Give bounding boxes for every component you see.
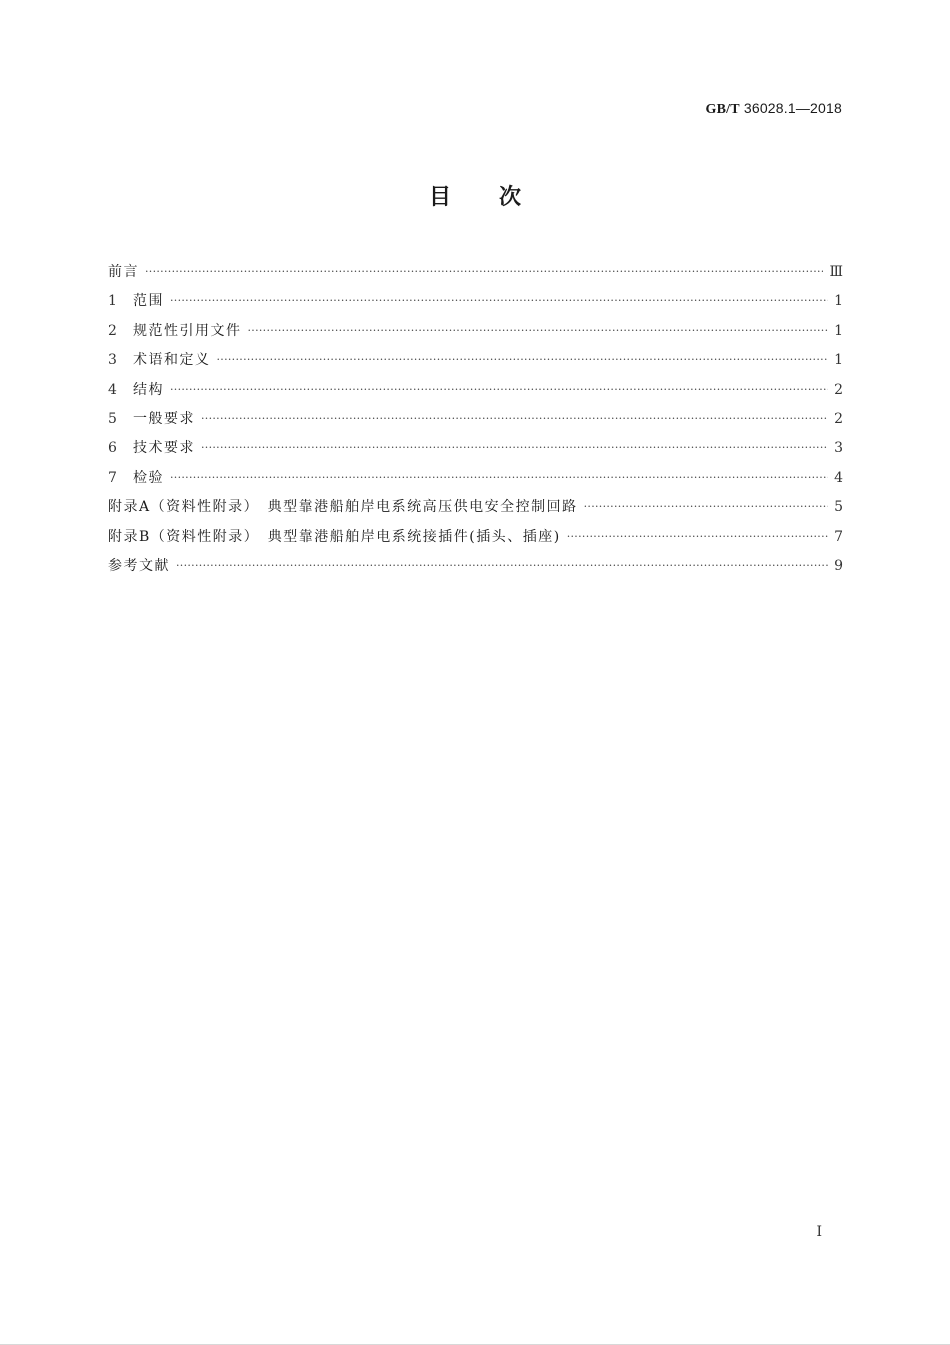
toc-leader-dots <box>176 551 828 580</box>
toc-entry-number: 3 <box>108 352 117 369</box>
toc-entry-page: 9 <box>834 557 843 574</box>
toc-entry-page: 4 <box>834 469 843 486</box>
toc-entry-number: 4 <box>108 381 117 398</box>
toc-entry-annex-b[interactable] <box>108 523 843 552</box>
toc-leader-dots <box>217 345 829 374</box>
toc-entry-label: 范围 <box>133 293 164 310</box>
toc-leader-dots <box>201 433 828 462</box>
toc-leader-dots <box>170 463 828 492</box>
toc-leader-dots <box>567 522 828 551</box>
standard-number: 36028.1—2018 <box>743 100 842 116</box>
toc-title: 目次 <box>428 185 569 210</box>
toc-entry-preface[interactable] <box>108 258 843 287</box>
toc-leader-dots <box>248 316 829 345</box>
toc-entry-annex-a[interactable] <box>108 493 843 522</box>
toc-entry-page: 1 <box>834 352 843 369</box>
toc-entry-label: 前言 <box>108 264 139 280</box>
toc-entry-number: 2 <box>108 322 117 339</box>
toc-leader-dots <box>170 286 828 315</box>
toc-entry-page: 2 <box>834 381 843 398</box>
toc-entry-number: 7 <box>108 469 117 486</box>
toc-entry-label: 检验 <box>133 469 164 486</box>
toc-entry-number: 1 <box>108 293 117 310</box>
toc-entry-general-requirements[interactable] <box>108 405 843 434</box>
toc-entry-number: 5 <box>108 410 117 427</box>
toc-leader-dots <box>170 375 828 404</box>
toc-entry-label: 技术要求 <box>133 440 195 457</box>
toc-entry-bibliography[interactable] <box>108 552 843 581</box>
standard-prefix: GB/T <box>705 102 740 117</box>
toc-entry-page: Ⅲ <box>829 264 843 280</box>
toc-entry-structure[interactable] <box>108 376 843 405</box>
toc-entry-inspection[interactable] <box>108 464 843 493</box>
toc-entry-label: 附录B（资料性附录） 典型靠港船舶岸电系统接插件(插头、插座) <box>108 528 561 545</box>
toc-entry-page: 2 <box>834 410 843 427</box>
toc-entry-page: 7 <box>834 528 843 545</box>
toc-entry-scope[interactable] <box>108 287 843 316</box>
toc-leader-dots <box>201 404 828 433</box>
toc-leader-dots <box>145 257 823 286</box>
toc-entry-label: 术语和定义 <box>133 352 211 369</box>
toc-leader-dots <box>584 492 828 521</box>
page-number: I <box>816 1224 822 1240</box>
toc-entry-page: 5 <box>834 499 843 516</box>
toc-entry-label: 结构 <box>133 381 164 398</box>
toc-entry-label: 规范性引用文件 <box>133 322 242 339</box>
toc-entry-label: 一般要求 <box>133 410 195 427</box>
toc-entry-terms-definitions[interactable] <box>108 346 843 375</box>
standard-code <box>705 100 842 118</box>
toc-entry-normative-references[interactable] <box>108 317 843 346</box>
table-of-contents <box>108 258 843 581</box>
toc-entry-page: 1 <box>834 322 843 339</box>
toc-entry-label: 附录A（资料性附录） 典型靠港船舶岸电系统高压供电安全控制回路 <box>108 499 578 516</box>
toc-entry-page: 1 <box>834 293 843 310</box>
toc-entry-page: 3 <box>834 440 843 457</box>
toc-entry-technical-requirements[interactable] <box>108 434 843 463</box>
toc-entry-label: 参考文献 <box>108 557 170 574</box>
toc-entry-number: 6 <box>108 440 117 457</box>
